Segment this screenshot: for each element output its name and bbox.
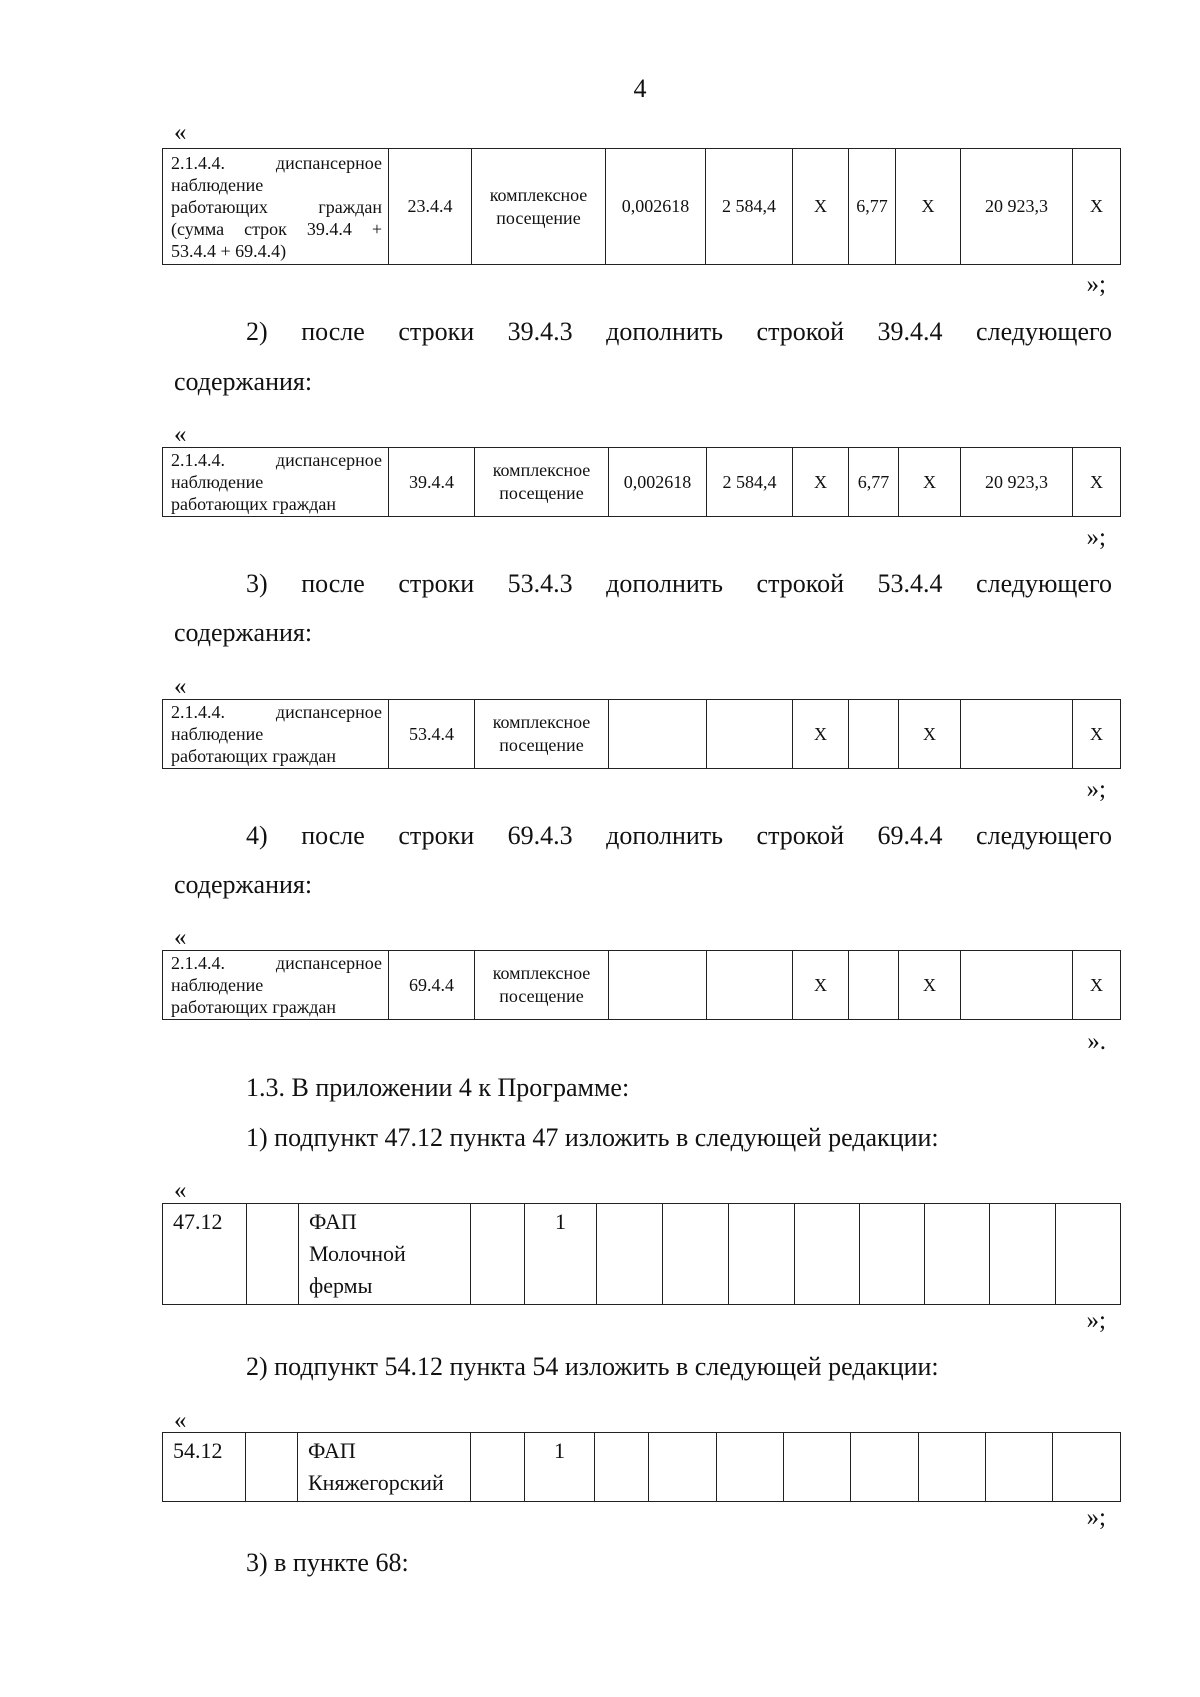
row-label: 2.1.4.4. диспансерное наблюдение работающих граждан (сумма строк 39.4.4 + 53.4.4 + 69.4.4) <box>163 149 389 265</box>
close-quote: »; <box>1086 776 1106 803</box>
empty-cell <box>1056 1204 1121 1305</box>
empty-cell <box>471 1204 525 1305</box>
row-label: 2.1.4.4. диспансерное наблюдение работающих граждан <box>163 700 389 769</box>
open-quote: « <box>174 119 187 146</box>
paragraph: содержания: <box>174 618 313 647</box>
x-cell: X <box>1073 951 1121 1020</box>
x-cell: X <box>793 149 849 265</box>
empty-cell <box>246 1433 298 1502</box>
open-quote: « <box>174 1177 187 1204</box>
empty-cell <box>597 1204 663 1305</box>
x-cell: X <box>793 700 849 769</box>
paragraph: 1) подпункт 47.12 пункта 47 изложить в следующей редакции: <box>246 1123 939 1152</box>
norm-cell: 0,002618 <box>606 149 706 265</box>
cost-cell <box>707 700 793 769</box>
empty-cell <box>990 1204 1056 1305</box>
unit-cell: комплексное посещение <box>472 149 606 265</box>
empty-cell <box>729 1204 795 1305</box>
x-cell: X <box>899 951 961 1020</box>
empty-cell <box>663 1204 729 1305</box>
cost-cell: 2 584,4 <box>707 448 793 517</box>
empty-cell <box>717 1433 784 1502</box>
row-label: 2.1.4.4. диспансерное наблюдение работающих граждан <box>163 448 389 517</box>
empty-cell <box>851 1433 919 1502</box>
close-quote: »; <box>1086 1307 1106 1334</box>
x-cell: X <box>896 149 961 265</box>
paragraph: 1.3. В приложении 4 к Программе: <box>246 1073 630 1102</box>
empty-cell <box>784 1433 851 1502</box>
close-quote: »; <box>1086 271 1106 298</box>
paragraph: содержания: <box>174 367 313 396</box>
unit-cell: комплексное посещение <box>475 951 609 1020</box>
norm-cell <box>609 951 707 1020</box>
empty-cell <box>471 1433 525 1502</box>
table-c <box>162 699 1121 769</box>
x-cell: X <box>793 448 849 517</box>
page-number: 4 <box>633 74 647 103</box>
x-cell: X <box>793 951 849 1020</box>
close-quote: »; <box>1086 1504 1106 1531</box>
norm-cell <box>609 700 707 769</box>
table-e <box>162 1203 1121 1305</box>
paragraph: 2) после строки 39.4.3 дополнить строкой 39.4.4 следующего <box>246 317 1112 346</box>
paragraph: 4) после строки 69.4.3 дополнить строкой 69.4.4 следующего <box>246 821 1112 850</box>
x-cell: X <box>899 700 961 769</box>
x-cell: X <box>1073 149 1121 265</box>
value-cell: 6,77 <box>849 448 899 517</box>
empty-cell <box>860 1204 925 1305</box>
row-label: 2.1.4.4. диспансерное наблюдение работающих граждан <box>163 951 389 1020</box>
table-b <box>162 447 1121 517</box>
empty-cell <box>649 1433 717 1502</box>
x-cell: X <box>1073 448 1121 517</box>
norm-cell: 0,002618 <box>609 448 707 517</box>
table-d <box>162 950 1121 1020</box>
empty-cell <box>247 1204 299 1305</box>
cost-cell <box>707 951 793 1020</box>
sum-cell: 20 923,3 <box>961 149 1073 265</box>
sum-cell <box>961 700 1073 769</box>
close-quote: »; <box>1086 524 1106 551</box>
x-cell: X <box>899 448 961 517</box>
paragraph: содержания: <box>174 870 313 899</box>
value-cell <box>849 951 899 1020</box>
row-code: 53.4.4 <box>389 700 475 769</box>
empty-cell <box>919 1433 986 1502</box>
facility-name: ФАП Молочной фермы <box>299 1204 471 1305</box>
empty-cell <box>1053 1433 1121 1502</box>
cost-cell: 2 584,4 <box>706 149 793 265</box>
unit-cell: комплексное посещение <box>475 448 609 517</box>
item-number: 47.12 <box>163 1204 247 1305</box>
count-cell: 1 <box>525 1433 595 1502</box>
open-quote: « <box>174 924 187 951</box>
close-quote: ». <box>1087 1028 1106 1055</box>
empty-cell <box>795 1204 860 1305</box>
facility-name: ФАП Княжегорский <box>298 1433 471 1502</box>
sum-cell: 20 923,3 <box>961 448 1073 517</box>
sum-cell <box>961 951 1073 1020</box>
empty-cell <box>986 1433 1053 1502</box>
empty-cell <box>925 1204 990 1305</box>
open-quote: « <box>174 421 187 448</box>
row-code: 39.4.4 <box>389 448 475 517</box>
open-quote: « <box>174 1407 187 1434</box>
table-a <box>162 148 1121 265</box>
unit-cell: комплексное посещение <box>475 700 609 769</box>
count-cell: 1 <box>525 1204 597 1305</box>
row-code: 69.4.4 <box>389 951 475 1020</box>
paragraph: 2) подпункт 54.12 пункта 54 изложить в следующей редакции: <box>246 1352 939 1381</box>
open-quote: « <box>174 673 187 700</box>
row-code: 23.4.4 <box>389 149 472 265</box>
paragraph: 3) после строки 53.4.3 дополнить строкой 53.4.4 следующего <box>246 569 1112 598</box>
x-cell: X <box>1073 700 1121 769</box>
paragraph: 3) в пункте 68: <box>246 1548 409 1577</box>
empty-cell <box>595 1433 649 1502</box>
table-f <box>162 1432 1121 1502</box>
value-cell <box>849 700 899 769</box>
item-number: 54.12 <box>163 1433 246 1502</box>
value-cell: 6,77 <box>849 149 896 265</box>
